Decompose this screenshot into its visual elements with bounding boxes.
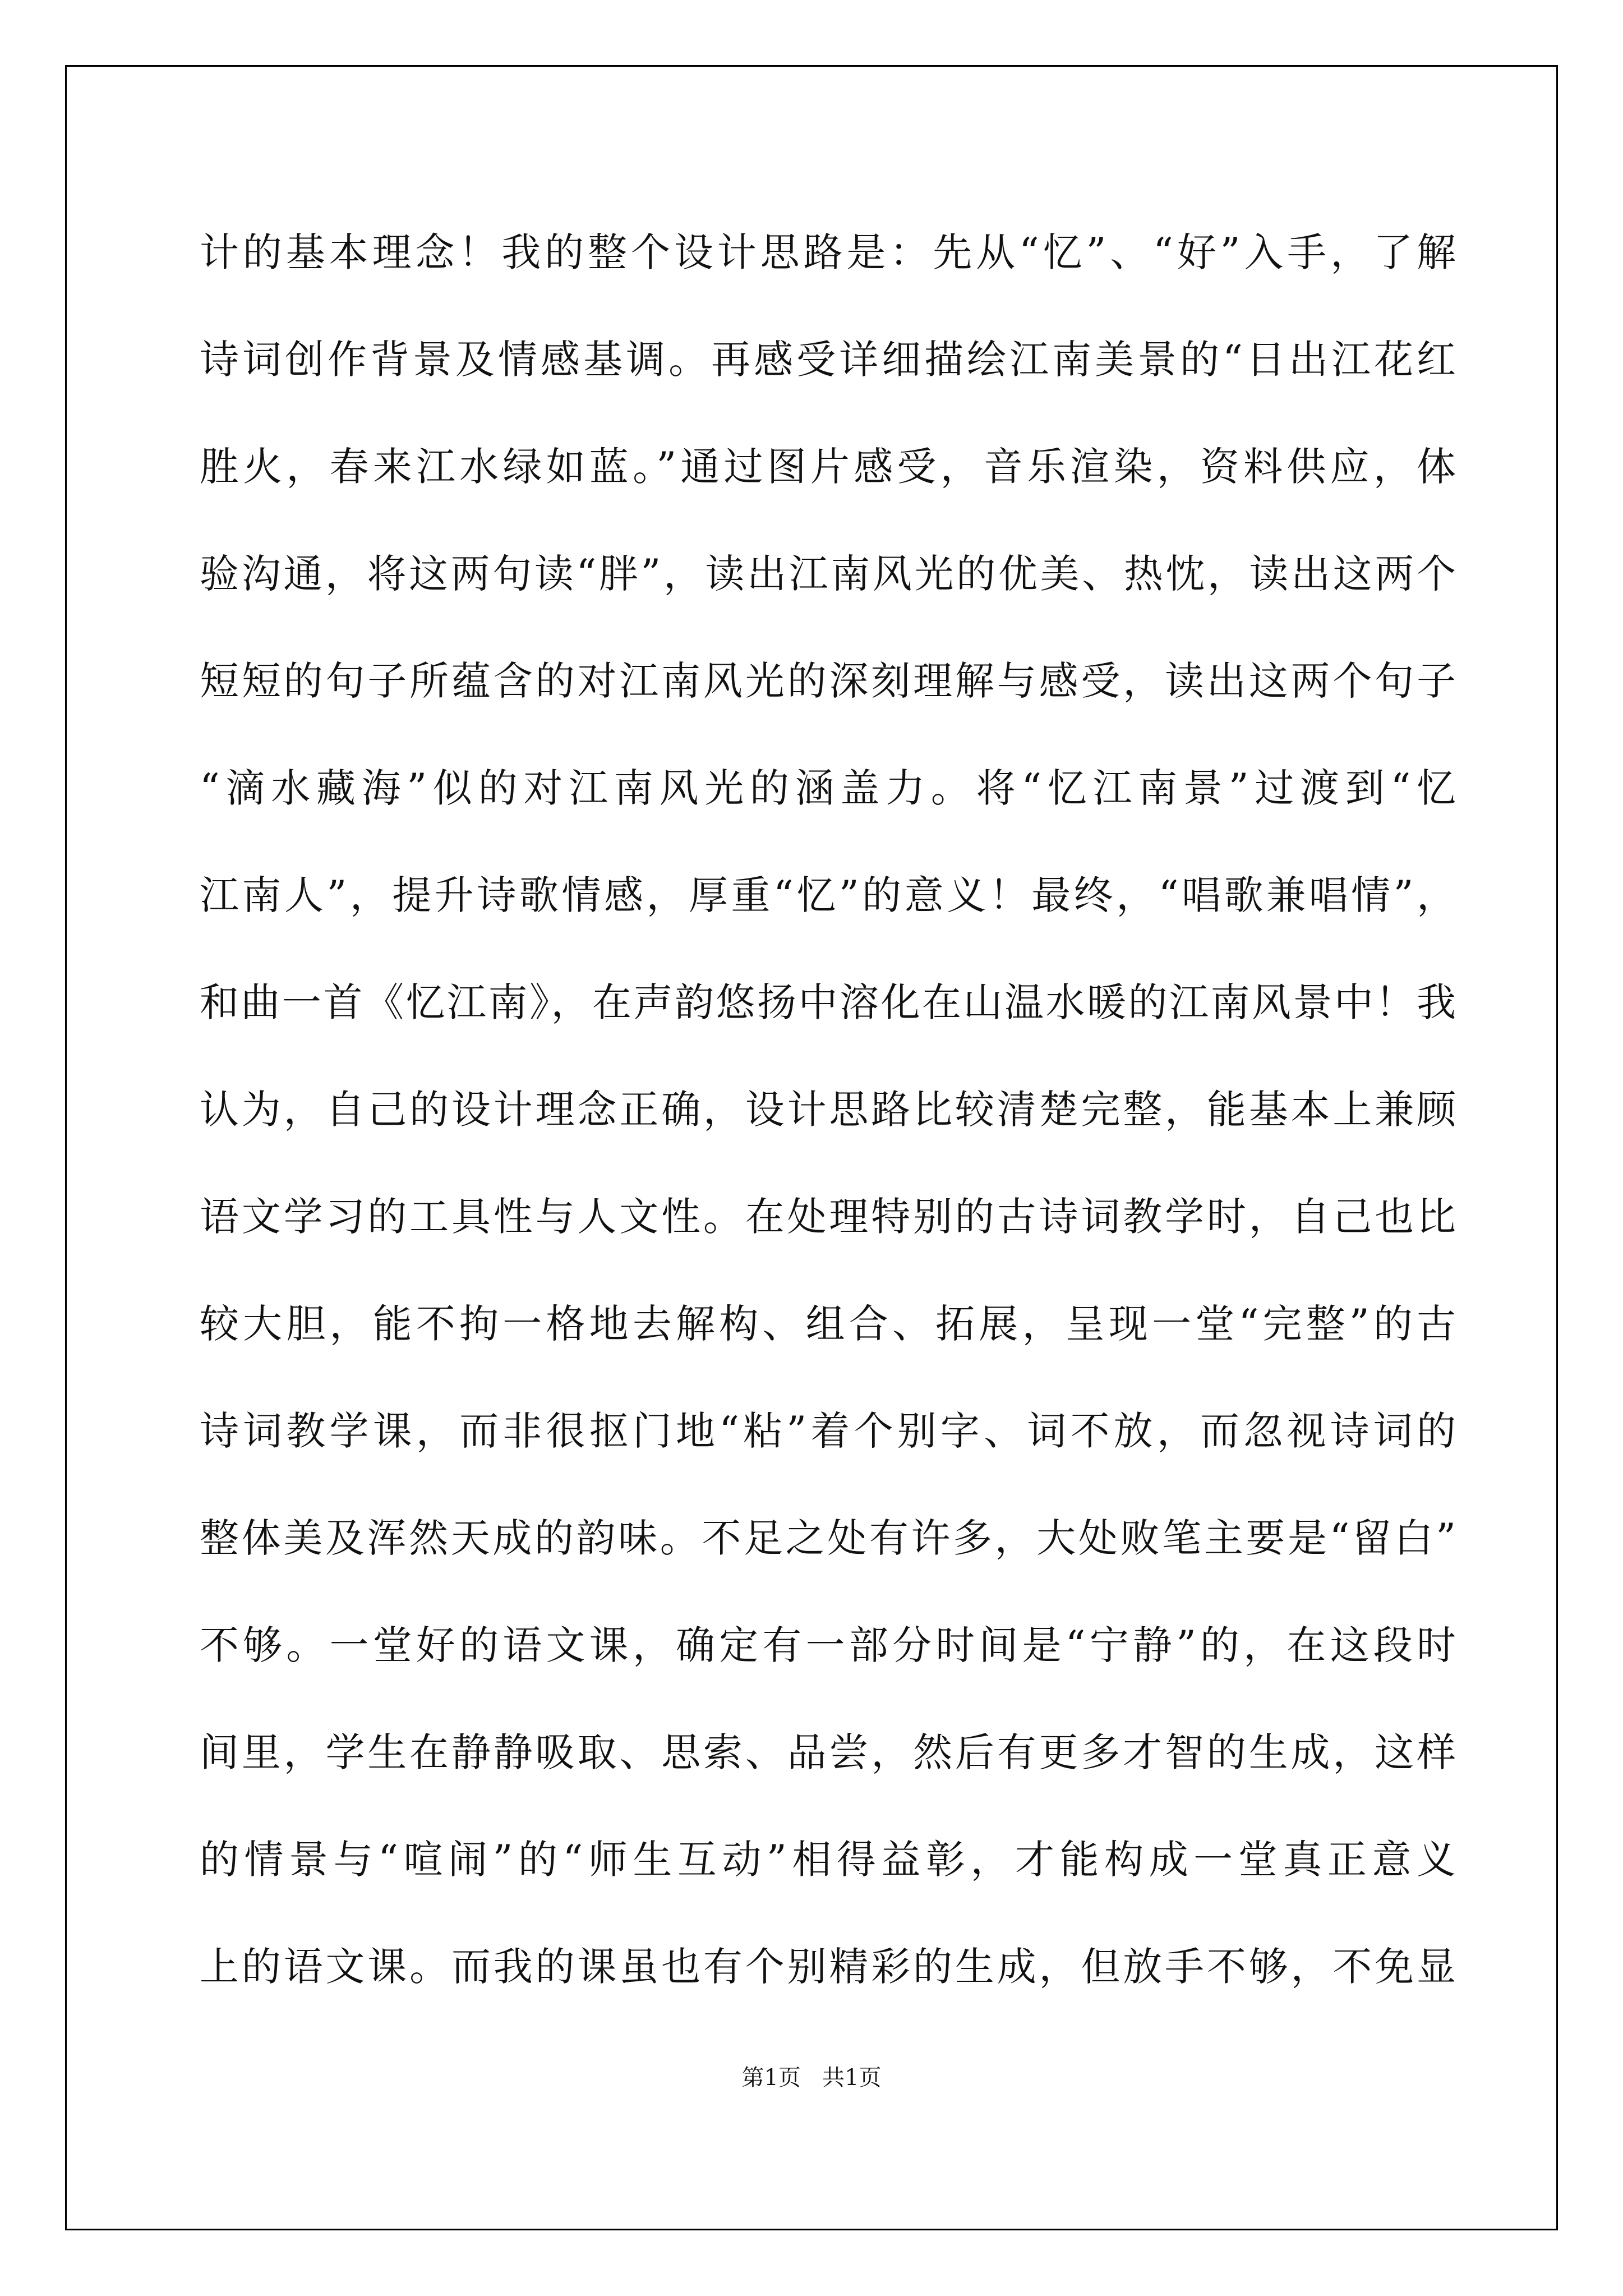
text-line-3: 胜火，春来江水绿如蓝。”通过图片感受，音乐渲染，资料供应，体: [200, 444, 1456, 490]
text-line-7: 江南人”，提升诗歌情感，厚重“忆”的意义！最终，“唱歌兼唱情”，: [200, 872, 1456, 918]
text-line-1: 计的基本理念！我的整个设计思路是：先从“忆”、“好”入手，了解: [200, 229, 1456, 275]
text-line-16: 的情景与“喧闹”的“师生互动”相得益彰，才能构成一堂真正意义: [200, 1837, 1456, 1883]
document-body: [200, 216, 1456, 2037]
text-line-4: 验沟通，将这两句读“胖”，读出江南风光的优美、热忱，读出这两个: [200, 551, 1456, 597]
text-line-13: 整体美及浑然天成的韵味。不足之处有许多，大处败笔主要是“留白”: [200, 1515, 1456, 1561]
text-line-8: 和曲一首《忆江南》，在声韵悠扬中溶化在山温水暖的江南风景中！我: [200, 979, 1456, 1025]
text-line-12: 诗词教学课，而非很抠门地“粘”着个别字、词不放，而忽视诗词的: [200, 1408, 1456, 1454]
text-line-2: 诗词创作背景及情感基调。再感受详细描绘江南美景的“日出江花红: [200, 337, 1456, 383]
text-line-9: 认为，自己的设计理念正确，设计思路比较清楚完整，能基本上兼顾: [200, 1087, 1456, 1133]
text-line-10: 语文学习的工具性与人文性。在处理特别的古诗词教学时，自己也比: [200, 1194, 1456, 1240]
text-line-14: 不够。一堂好的语文课，确定有一部分时间是“宁静”的，在这段时: [200, 1622, 1456, 1668]
text-line-17: 上的语文课。而我的课虽也有个别精彩的生成，但放手不够，不免显: [200, 1944, 1456, 1990]
text-line-15: 间里，学生在静静吸取、思索、品尝，然后有更多才智的生成，这样: [200, 1729, 1456, 1775]
text-line-6: “滴水藏海”似的对江南风光的涵盖力。将“忆江南景”过渡到“忆: [200, 765, 1456, 811]
text-line-5: 短短的句子所蕴含的对江南风光的深刻理解与感受，读出这两个句子: [200, 658, 1456, 704]
text-line-11: 较大胆，能不拘一格地去解构、组合、拓展，呈现一堂“完整”的古: [200, 1301, 1456, 1347]
page-number-footer: 第1页 共1页: [741, 2065, 882, 2091]
